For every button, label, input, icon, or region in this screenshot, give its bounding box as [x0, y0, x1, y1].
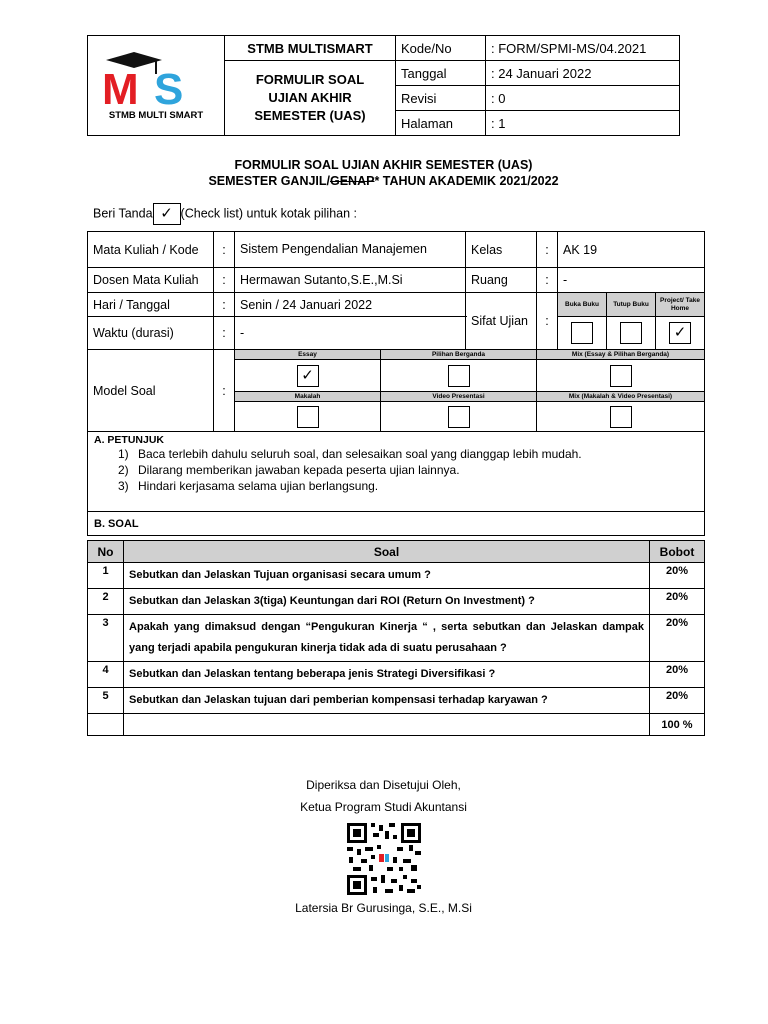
- model-option-essay: Essay: [235, 350, 381, 360]
- checkbox-pilihan-berganda[interactable]: [448, 365, 470, 387]
- approver-name: Latersia Br Gurusinga, S.E., M.Si: [295, 901, 472, 915]
- title-line-1: FORMULIR SOAL UJIAN AKHIR SEMESTER (UAS): [234, 158, 533, 172]
- sifat-cell-take-home: [656, 317, 705, 350]
- kelas-value: AK 19: [558, 232, 705, 268]
- model-cell-makalah: [235, 402, 381, 432]
- mata-kuliah-label: Mata Kuliah / Kode: [88, 232, 214, 268]
- model-option-video-presentasi: Video Presentasi: [381, 392, 537, 402]
- question-text: Sebutkan dan Jelaskan tujuan dari pemberian kompensasi terhadap karyawan ?: [124, 688, 650, 714]
- sifat-cell-buka-buku: [558, 317, 607, 350]
- exam-info-table: [87, 231, 705, 536]
- checklist-note: [93, 203, 357, 225]
- model-cell-mix-makalah: [537, 402, 705, 432]
- logo-letter-m: M: [102, 65, 139, 112]
- title-semester-ganjil: SEMESTER GANJIL/: [208, 174, 330, 188]
- approval-line-1: Diperiksa dan Disetujui Oleh,: [306, 778, 461, 792]
- logo-cell: [88, 36, 225, 136]
- question-text: Apakah yang dimaksud dengan “Pengukuran Kinerja “ , serta sebutkan dan Jelaskan dampak yang terjadi apabila pengukuran kinerja tidak ada di suatu perusahaan ?: [124, 615, 650, 662]
- question-weight: 20%: [650, 589, 705, 615]
- header-label-halaman: Halaman: [396, 111, 486, 136]
- total-empty-no: [88, 714, 124, 736]
- model-option-makalah: Makalah: [235, 392, 381, 402]
- form-header: [87, 35, 680, 136]
- title-semester-genap: GENAP: [330, 174, 375, 188]
- model-option-pilihan-berganda: Pilihan Berganda: [381, 350, 537, 360]
- model-cell-video-presentasi: [381, 402, 537, 432]
- logo-caption: STMB MULTI SMART: [108, 110, 204, 121]
- model-option-mix-essay: Mix (Essay & Pilihan Berganda): [537, 350, 705, 360]
- colon: :: [214, 317, 235, 350]
- title-line-2: [87, 173, 680, 189]
- ruang-value: -: [558, 268, 705, 293]
- waktu-label: Waktu (durasi): [88, 317, 214, 350]
- question-number: 5: [88, 688, 124, 714]
- sifat-ujian-label: Sifat Ujian: [466, 293, 537, 350]
- petunjuk-item-number: 3): [118, 479, 129, 493]
- checkbox-essay[interactable]: ✓: [297, 365, 319, 387]
- checkbox-makalah[interactable]: [297, 406, 319, 428]
- table-row-total: [88, 714, 705, 736]
- col-soal-header: Soal: [124, 541, 650, 563]
- total-empty-soal: [124, 714, 650, 736]
- colon: :: [214, 232, 235, 268]
- checklist-note-post: (Check list) untuk kotak pilihan :: [180, 206, 358, 221]
- question-weight: 20%: [650, 615, 705, 662]
- header-value-halaman: : 1: [486, 111, 680, 136]
- checkbox-mix-makalah[interactable]: [610, 406, 632, 428]
- model-cell-pilihan-berganda: [381, 360, 537, 392]
- petunjuk-item-number: 2): [118, 463, 129, 477]
- ruang-label: Ruang: [466, 268, 537, 293]
- model-option-mix-makalah: Mix (Makalah & Video Presentasi): [537, 392, 705, 402]
- checkbox-mix-essay[interactable]: [610, 365, 632, 387]
- colon: :: [537, 293, 558, 350]
- checkmark-icon: ✓: [153, 203, 181, 225]
- question-number: 2: [88, 589, 124, 615]
- institution-logo: [88, 36, 224, 135]
- table-row: [88, 688, 705, 714]
- petunjuk-heading: A. PETUNJUK: [94, 434, 165, 446]
- petunjuk-list: [94, 446, 698, 494]
- question-text: Sebutkan dan Jelaskan 3(tiga) Keuntungan dari ROI (Return On Investment) ?: [124, 589, 650, 615]
- colon: :: [214, 293, 235, 317]
- sifat-option-tutup-buku: Tutup Buku: [607, 293, 656, 317]
- question-number: 1: [88, 563, 124, 589]
- petunjuk-section: [88, 432, 705, 512]
- approval-line-2: Ketua Program Studi Akuntansi: [300, 800, 467, 814]
- soal-heading: B. SOAL: [88, 512, 705, 536]
- approval-block: [87, 774, 680, 818]
- mortarboard-logo-icon: [96, 50, 216, 112]
- hari-label: Hari / Tanggal: [88, 293, 214, 317]
- form-title: FORMULIR SOAL UJIAN AKHIR SEMESTER (UAS): [225, 61, 396, 136]
- colon: :: [537, 268, 558, 293]
- logo-letter-s: S: [154, 65, 184, 112]
- question-number: 4: [88, 662, 124, 688]
- colon: :: [214, 350, 235, 432]
- header-label-kode: Kode/No: [396, 36, 486, 61]
- question-number: 3: [88, 615, 124, 662]
- dosen-value: Hermawan Sutanto,S.E.,M.Si: [235, 268, 466, 293]
- col-no-header: No: [88, 541, 124, 563]
- waktu-value: -: [235, 317, 466, 350]
- table-row: [88, 615, 705, 662]
- petunjuk-item-text: Hindari kerjasama selama ujian berlangsung.: [138, 479, 379, 493]
- petunjuk-item-text: Dilarang memberikan jawaban kepada peserta ujian lainnya.: [138, 463, 460, 477]
- checkbox-tutup-buku[interactable]: [620, 322, 642, 344]
- header-value-tanggal: : 24 Januari 2022: [486, 61, 680, 86]
- colon: :: [214, 268, 235, 293]
- title-academic-year: * TAHUN AKADEMIK 2021/2022: [374, 174, 559, 188]
- header-label-revisi: Revisi: [396, 86, 486, 111]
- colon: :: [537, 232, 558, 268]
- petunjuk-item-number: 1): [118, 447, 129, 461]
- sifat-option-take-home: Project/ Take Home: [656, 293, 705, 317]
- question-weight: 20%: [650, 563, 705, 589]
- mata-kuliah-value: Sistem Pengendalian Manajemen: [235, 232, 466, 268]
- question-weight: 20%: [650, 688, 705, 714]
- checklist-note-pre: Beri Tanda: [93, 206, 153, 221]
- table-row: [88, 563, 705, 589]
- header-label-tanggal: Tanggal: [396, 61, 486, 86]
- model-cell-mix-essay: [537, 360, 705, 392]
- model-soal-label: Model Soal: [88, 350, 214, 432]
- kelas-label: Kelas: [466, 232, 537, 268]
- question-weight: 20%: [650, 662, 705, 688]
- sifat-cell-tutup-buku: [607, 317, 656, 350]
- table-row: [88, 662, 705, 688]
- table-row: [88, 589, 705, 615]
- model-cell-essay: [235, 360, 381, 392]
- petunjuk-item-text: Baca terlebih dahulu seluruh soal, dan selesaikan soal yang dianggap lebih mudah.: [138, 447, 582, 461]
- petunjuk-item: [118, 446, 698, 462]
- col-bobot-header: Bobot: [650, 541, 705, 563]
- sifat-option-buka-buku: Buka Buku: [558, 293, 607, 317]
- checkbox-video-presentasi[interactable]: [448, 406, 470, 428]
- petunjuk-item: [118, 478, 698, 494]
- hari-value: Senin / 24 Januari 2022: [235, 293, 466, 317]
- document-title: [87, 157, 680, 189]
- checkbox-buka-buku[interactable]: [571, 322, 593, 344]
- checkbox-take-home[interactable]: ✓: [669, 322, 691, 344]
- dosen-label: Dosen Mata Kuliah: [88, 268, 214, 293]
- question-text: Sebutkan dan Jelaskan tentang beberapa jenis Strategi Diversifikasi ?: [124, 662, 650, 688]
- institution-name: STMB MULTISMART: [225, 36, 396, 61]
- qr-code-icon: [347, 823, 421, 895]
- question-text: Sebutkan dan Jelaskan Tujuan organisasi secara umum ?: [124, 563, 650, 589]
- header-value-kode: : FORM/SPMI-MS/04.2021: [486, 36, 680, 61]
- petunjuk-item: [118, 462, 698, 478]
- total-weight: 100 %: [650, 714, 705, 736]
- header-value-revisi: : 0: [486, 86, 680, 111]
- questions-table: [87, 540, 705, 736]
